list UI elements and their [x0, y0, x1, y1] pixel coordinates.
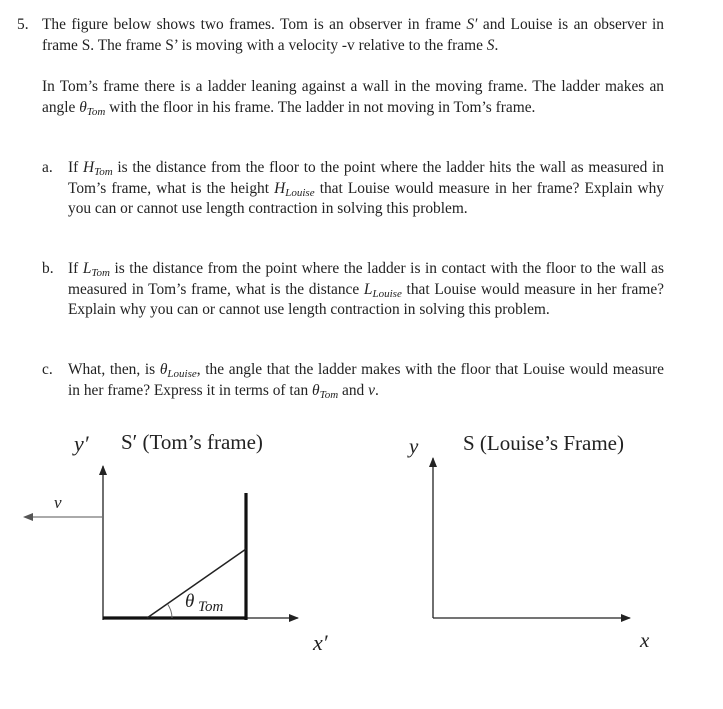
part-c-text-3: and [338, 381, 369, 399]
velocity-label: v⃗ [54, 493, 75, 512]
problem-number: 5. [17, 16, 29, 33]
s-prime-title: S′ (Tom’s frame) [121, 430, 263, 454]
theta-louise-symbol: θ [159, 361, 168, 378]
intro-text-1: The figure below shows two frames. Tom is an observer in frame [42, 16, 467, 33]
theta-symbol: θ [79, 98, 87, 116]
angle-arc [168, 604, 173, 618]
part-b-text-2: is the distance from the point where the ladder is in contact with the floor to the wall as measured in Tom’s frame, what is the distance [68, 260, 664, 298]
part-c-text-1: What, then, is [68, 361, 160, 378]
intro-text-3: . [494, 36, 499, 54]
y-prime-label: y′ [74, 431, 89, 456]
h-symbol: H [82, 159, 95, 176]
theta-subscript: Tom [86, 105, 106, 118]
para2-text-1: In Tom’s frame there is a ladder leaning against a wall in the moving frame. The ladder makes an angle [42, 78, 664, 116]
part-b-label: b. [42, 260, 54, 277]
x-prime-label: x′ [313, 630, 328, 655]
l-tom-subscript: Tom [91, 267, 110, 279]
l-louise-subscript: Louise [372, 287, 402, 300]
h-symbol-louise: H [274, 179, 286, 197]
s-title: S (Louise’s Frame) [463, 431, 624, 455]
part-b-text-3: that Louise would measure in her frame? Explain why you can or cannot use length contraction in solving this problem. [68, 280, 665, 319]
v-symbol: v [368, 381, 375, 399]
y-label: y [409, 434, 419, 458]
angle-tom-subscript: Tom [198, 599, 224, 615]
h-tom-subscript: Tom [94, 166, 113, 178]
part-a-label: a. [42, 159, 53, 176]
theta-louise-subscript: Louise [167, 368, 197, 380]
frame-s-prime: S′ [466, 16, 478, 33]
l-symbol: L [82, 260, 92, 277]
part-a-text-3: that Louise would measure in her frame? Explain why you can or cannot use length contraction in solving this problem. [68, 179, 665, 218]
para2-text-2: with the floor in his frame. The ladder in not moving in Tom’s frame. [105, 98, 536, 116]
part-c-text-4: . [374, 381, 379, 399]
angle-theta-label: θ [185, 591, 195, 612]
h-louise-subscript: Louise [285, 186, 315, 199]
theta-tom-symbol: θ [312, 381, 320, 399]
frame-s: S [486, 36, 495, 54]
part-c-label: c. [42, 361, 53, 378]
ladder-line [147, 549, 246, 618]
l-symbol-louise: L [363, 280, 373, 298]
part-b-text-1: If [68, 260, 83, 277]
intro-text-2: and Louise is an observer in frame S. The frame S’ is moving with a velocity -v relative to the frame [42, 16, 664, 54]
part-a-text-2: is the distance from the floor to the point where the ladder hits the wall as measured in Tom’s frame, what is the height [68, 159, 665, 197]
part-c-text-2: , the angle that the ladder makes with the floor that Louise would measure in her frame? Express it in terms of tan [68, 361, 664, 399]
theta-tom-subscript: Tom [319, 388, 339, 401]
x-label: x [640, 628, 650, 652]
part-a-text-1: If [68, 159, 83, 176]
